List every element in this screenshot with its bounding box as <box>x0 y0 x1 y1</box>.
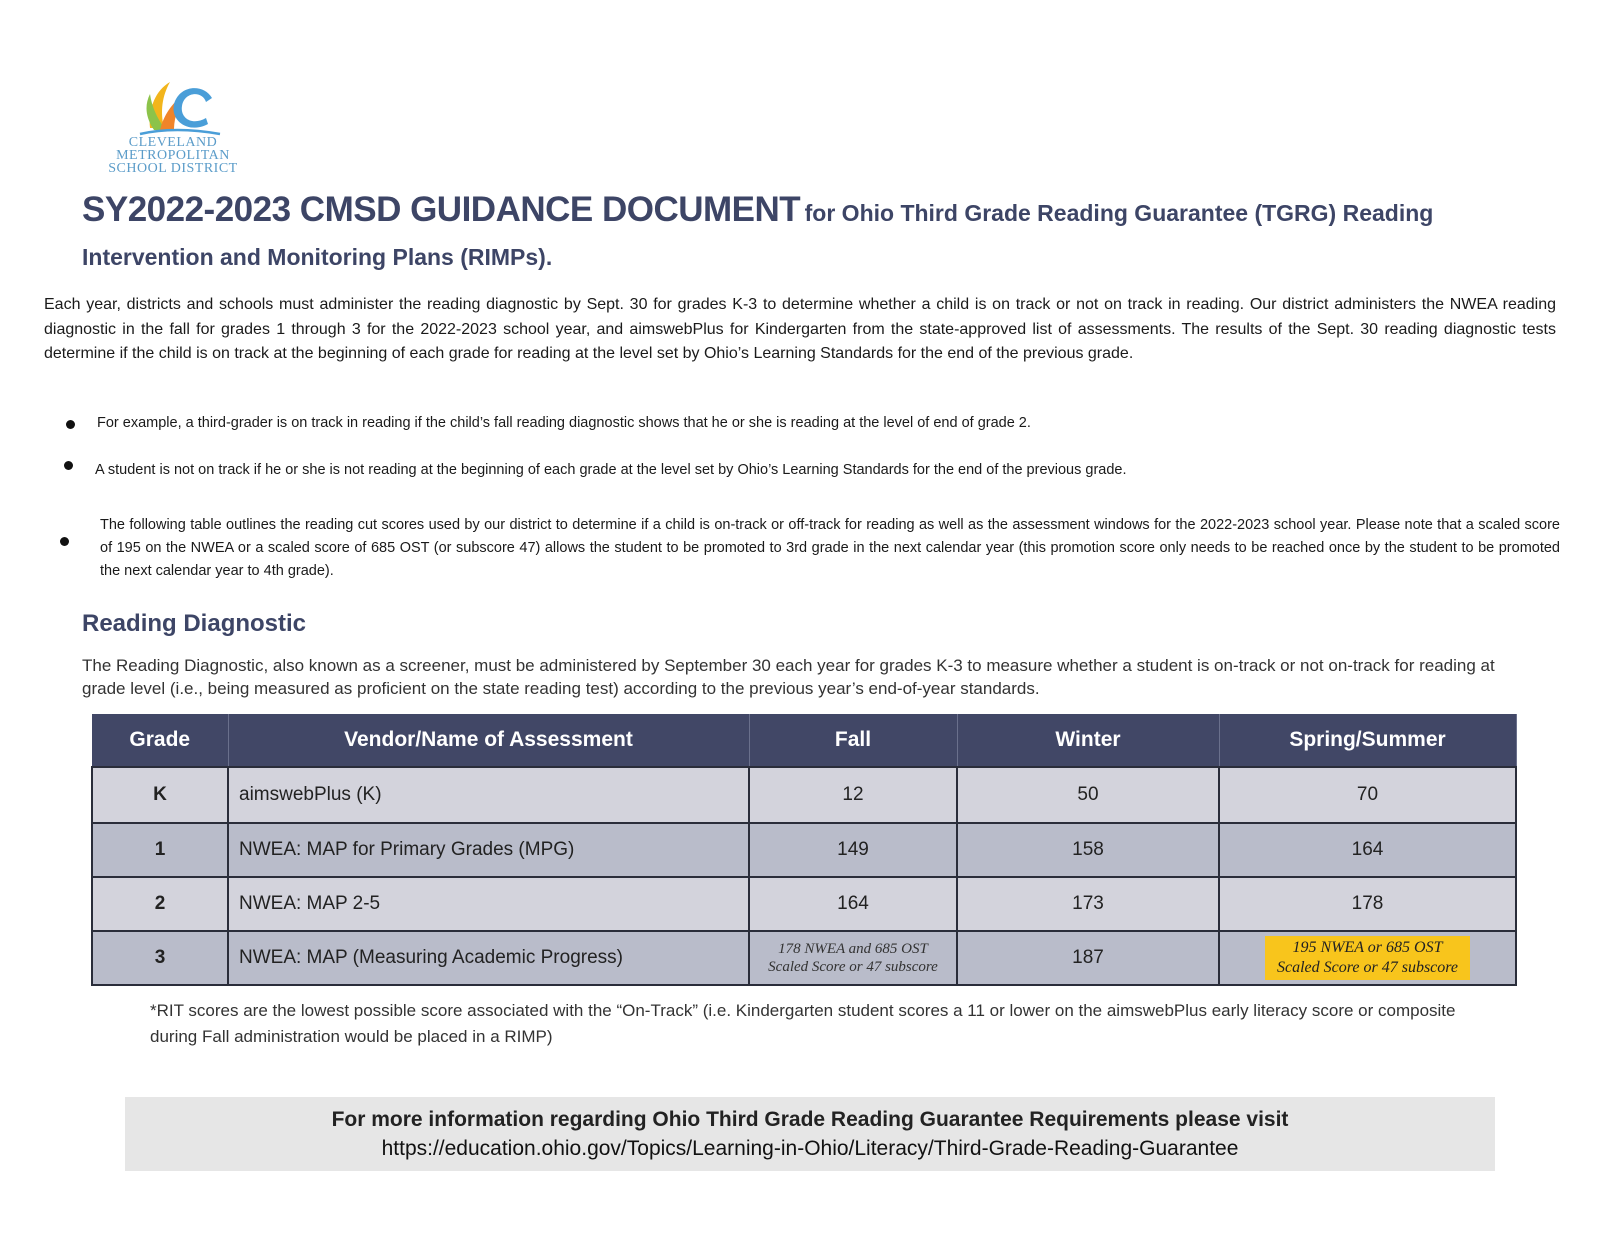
logo-line-3: SCHOOL DISTRICT <box>108 161 238 176</box>
col-header-winter: Winter <box>957 714 1219 767</box>
logo-mark-icon <box>120 78 230 140</box>
cell-vendor: NWEA: MAP for Primary Grades (MPG) <box>228 823 749 877</box>
table-row <box>92 823 1516 877</box>
cell-winter: 187 <box>957 931 1219 985</box>
fall-score-line-2: Scaled Score or 47 subscore <box>768 959 938 975</box>
more-info-link[interactable]: https://education.ohio.gov/Topics/Learning-in-Ohio/Literacy/Third-Grade-Reading-Guarantee <box>381 1137 1239 1160</box>
cell-grade: 1 <box>92 823 228 877</box>
district-logo <box>88 78 258 178</box>
bullet-text: For example, a third-grader is on track in reading if the child’s fall reading diagnostic shows that he or she is reading at the level of end of grade 2. <box>97 415 1031 431</box>
fall-score-line-1: 178 NWEA and 685 OST <box>778 941 928 957</box>
promotion-score-highlight <box>1265 936 1470 980</box>
table-header-row <box>92 714 1516 767</box>
cell-fall: 149 <box>749 823 957 877</box>
cell-spring: 164 <box>1219 823 1516 877</box>
more-info-text: For more information regarding Ohio Third Grade Reading Guarantee Requirements please visit <box>331 1108 1289 1131</box>
spring-score-line-2: Scaled Score or 47 subscore <box>1277 959 1458 976</box>
cell-grade: 2 <box>92 877 228 931</box>
cell-grade: 3 <box>92 931 228 985</box>
table-row <box>92 877 1516 931</box>
col-header-spring: Spring/Summer <box>1219 714 1516 767</box>
logo-line-1: CLEVELAND <box>128 135 218 150</box>
col-header-vendor: Vendor/Name of Assessment <box>228 714 749 767</box>
cell-vendor: NWEA: MAP (Measuring Academic Progress) <box>228 931 749 985</box>
spring-score-line-1: 195 NWEA or 685 OST <box>1292 939 1443 956</box>
bullet-dot-icon <box>66 420 75 429</box>
bullet-text: A student is not on track if he or she is not reading at the beginning of each grade at the level set by Ohio’s Learning Standards for the end of the previous grade. <box>95 462 1127 478</box>
table-footnote: *RIT scores are the lowest possible score associated with the “On-Track” (i.e. Kindergarten student scores a 11 or lower on the aimswebPlus early literacy score or composite during Fall administration would be placed in a RIMP) <box>150 1001 1456 1046</box>
cell-spring <box>1219 931 1516 985</box>
title-main: SY2022-2023 CMSD GUIDANCE DOCUMENT <box>82 190 801 229</box>
bullet-text: The following table outlines the reading cut scores used by our district to determine if a child is on-track or off-track for reading as well as the assessment windows for the 2022-2023 school year. Please note that a scaled score of 195 on the NWEA or a scaled score of 685 OST (or subscore 47) allows the student to be promoted to 3rd grade in the next calendar year (this promotion score only needs to be reached once by the student to be promoted the next calendar year to 4th grade). <box>100 517 1560 579</box>
bullet-dot-icon <box>60 537 69 546</box>
bullet-dot-icon <box>64 461 73 470</box>
table-row <box>92 931 1516 985</box>
reading-diagnostic-table <box>91 714 1517 986</box>
cell-vendor: aimswebPlus (K) <box>228 767 749 823</box>
cell-grade: K <box>92 767 228 823</box>
col-header-fall: Fall <box>749 714 957 767</box>
cell-winter: 173 <box>957 877 1219 931</box>
section-description: The Reading Diagnostic, also known as a screener, must be administered by September 30 each year for grades K-3 to measure whether a student is on-track or not on-track for reading at grade level (i.e., being measured as proficient on the state reading test) according to the previous year’s end-of-year standards. <box>82 656 1495 698</box>
more-info-box <box>125 1097 1495 1171</box>
document-title <box>82 190 1542 281</box>
cell-fall: 164 <box>749 877 957 931</box>
intro-paragraph: Each year, districts and schools must administer the reading diagnostic by Sept. 30 for grades K-3 to determine whether a child is on track or not on track in reading. Our district administers the NWEA reading diagnostic in the fall for grades 1 through 3 for the 2022-2023 school year, and aimswebPlus for Kindergarten from the state-approved list of assessments. The results of the Sept. 30 reading diagnostic tests determine if the child is on track at the beginning of each grade for reading at the level set by Ohio’s Learning Standards for the end of the previous grade. <box>44 296 1556 362</box>
cell-fall <box>749 931 957 985</box>
section-heading: Reading Diagnostic <box>82 610 307 637</box>
title-rest: for Ohio Third Grade Reading Guarantee (TGRG) Reading Intervention and Monitoring Plans (RIMPs). <box>82 200 1434 270</box>
logo-line-2: METROPOLITAN <box>116 148 230 163</box>
cell-vendor: NWEA: MAP 2-5 <box>228 877 749 931</box>
cell-winter: 158 <box>957 823 1219 877</box>
cell-spring: 178 <box>1219 877 1516 931</box>
col-header-grade: Grade <box>92 714 228 767</box>
cell-winter: 50 <box>957 767 1219 823</box>
cell-fall: 12 <box>749 767 957 823</box>
cell-spring: 70 <box>1219 767 1516 823</box>
table-row <box>92 767 1516 823</box>
